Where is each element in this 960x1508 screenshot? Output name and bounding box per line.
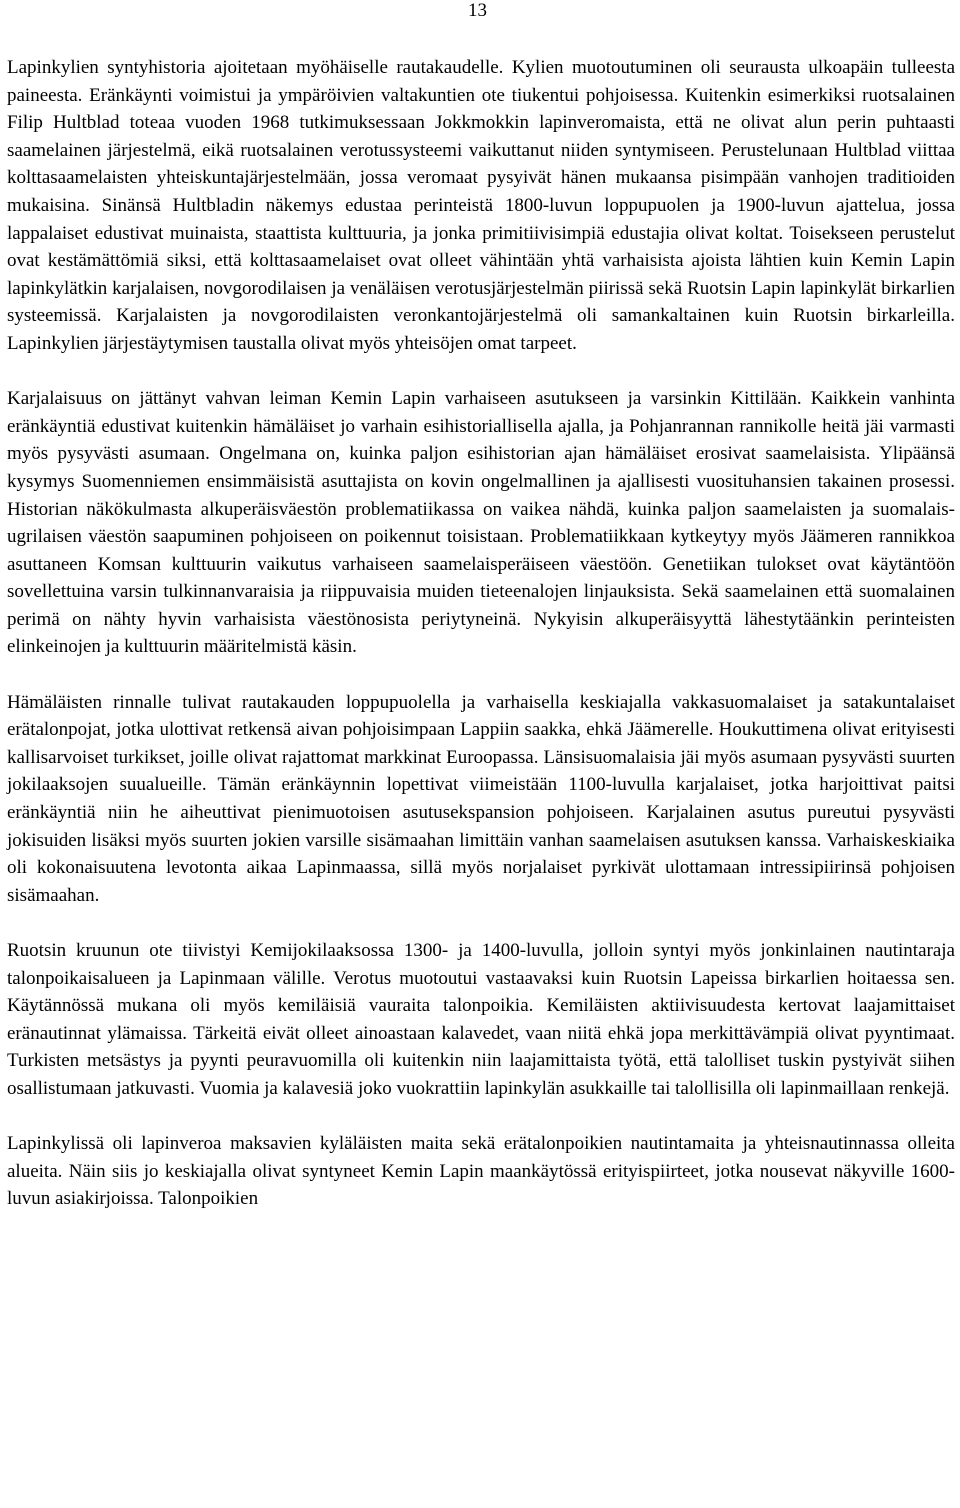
paragraph-4: Ruotsin kruunun ote tiivistyi Kemijokilaaksossa 1300- ja 1400-luvulla, jolloin syntyi myös jonkinlainen nautintaraja talonpoikaisalueen ja Lapinmaan välille. Verotus muotoutui vastaavaksi kuin Ruotsin Lapeissa birkarlien hoitaessa sen. Käytännössä mukana oli myös kemiläisiä vauraita talonpoikia. Kemiläisten aktiivisuudesta kertovat laajamittaiset eränautinnat ylämaissa. Tärkeitä eivät olleet ainoastaan kalavedet, vaan niitä ehkä jopa merkittävämpiä olivat pyyntimaat. Turkisten metsästys ja pyynti peuravuomilla oli kuitenkin niin laajamittaista työtä, että talolliset tuskin pystyivät siihen osallistumaan jatkuvasti. Vuomia ja kalavesiä joko vuokrattiin lapinkylän asukkaille tai talollisilla oli lapinmaillaan renkejä.	[7, 940, 955, 1099]
paragraph-1: Lapinkylien syntyhistoria ajoitetaan myöhäiselle rautakaudelle. Kylien muotoutuminen oli seurausta ulkoapäin tulleesta paineesta. Eränkäynti voimistui ja ympäröivien valtakuntien ote tiukentui pohjoisessa. Kuitenkin esimerkiksi ruotsalainen Filip Hultblad toteaa vuoden 1968 tutkimuksessaan Jokkmokkin lapinveromaista, että ne olivat alun perin puhtaasti saamelainen järjestelmä, eikä ruotsalainen verotussysteemi vaikuttanut niiden syntymiseen. Perustelunaan Hultblad viittaa kolttasaamelaisten yhteiskuntajärjestelmään, jossa veromaat pysyivät hänen mukaansa pisimpään vanhojen traditioiden mukaisina. Sinänsä Hultbladin näkemys edustaa perinteistä 1800-luvun loppupuolen ja 1900-luvun ajattelua, jossa lappalaiset edustivat muinaista, staattista kulttuuria, ja jonka primitiivisimpiä edustajia olivat koltat. Toisekseen perustelut ovat kestämättömiä siksi, että kolttasaamelaiset ovat olleet vähintään yhtä varhaisista ajoista lähtien kuin Kemin Lapin lapinkylätkin karjalaisen, novgorodilaisen ja venäläisen verotusjärjestelmän piirissä sekä Ruotsin Lapin lapinkylät birkarlien systeemissä. Karjalaisten ja novgorodilaisten veronkantojärjestelmä oli samankaltainen kuin Ruotsin birkarleilla. Lapinkylien järjestäytymisen taustalla olivat myös yhteisöjen omat tarpeet.	[7, 57, 955, 354]
paragraph-5: Lapinkylissä oli lapinveroa maksavien kyläläisten maita sekä erätalonpoikien nautintamaita ja yhteisnautinnassa olleita alueita. Näin siis jo keskiajalla olivat syntyneet Kemin Lapin maankäytössä erityispiirteet, jotka nousevat näkyville 1600-luvun asiakirjoissa. Talonpoikien	[7, 1133, 955, 1210]
document-body	[7, 54, 955, 1213]
paragraph-3: Hämäläisten rinnalle tulivat rautakauden loppupuolella ja varhaisella keskiajalla vakkasuomalaiset ja satakuntalaiset erätalonpojat, jotka ulottivat retkensä aivan pohjoisimpaan Lappiin saakka, ehkä Jäämerelle. Houkuttimena olivat erityisesti kallisarvoiset turkikset, joille olivat rajattomat markkinat Euroopassa. Länsisuomalaisia jäi myös asumaan pysyvästi suurten jokilaaksojen suualueille. Tämän eränkäynnin lopettivat viimeistään 1100-luvulla karjalaiset, jotka harjoittivat paitsi eränkäyntiä niin he aiheuttivat pienimuotoisen asutusekspansion pohjoiseen. Karjalainen asutus pureutui pysyvästi jokisuiden lisäksi myös suurten jokien varsille sisämaahan limittäin vanhan saamelaisen asutuksen kanssa. Varhaiskeskiaika oli kokonaisuutena levotonta aikaa Lapinmaassa, sillä myös norjalaiset pyrkivät ulottamaan intressipiirinsä pohjoisen sisämaahan.	[7, 691, 955, 906]
paragraph-2: Karjalaisuus on jättänyt vahvan leiman Kemin Lapin varhaiseen asutukseen ja varsinkin Kittilään. Kaikkein vanhinta eränkäyntiä edustivat kuitenkin hämäläiset jo varhain esihistoriallisella ajalla, ja Pohjanrannan rannikolle heitä jäi varmasti myös pysyvästi asumaan. Ongelmana on, kuinka paljon esihistorian ajan hämäläiset erosivat saamelaisista. Ylipäänsä kysymys Suomenniemen ensimmäisistä asuttajista on kovin ongelmallinen ja ajallisesti vuosituhansien takainen prosessi. Historian näkökulmasta alkuperäisväestön problematiikassa on vaikea nähdä, kuinka paljon saamelaisten ja suomalais-ugrilaisen väestön saapuminen pohjoiseen on poikennut toisistaan. Problematiikkaan kytkeytyy myös Jäämeren rannikkoa asuttaneen Komsan kulttuurin vaikutus varhaiseen saamelaisperäiseen väestöön. Genetiikan tulokset ovat käytäntöön sovellettuina varsin tulkinnanvaraisia ja riippuvaisia muiden tieteenalojen linjauksista. Sekä saamelainen että suomalainen perimä on nähty hyvin varhaisista väestönosista periytyneinä. Nykyisin alkuperäisyyttä lähestytäänkin perinteisten elinkeinojen ja kulttuurin määritelmistä käsin.	[7, 388, 955, 658]
page-number: 13	[468, 0, 487, 21]
